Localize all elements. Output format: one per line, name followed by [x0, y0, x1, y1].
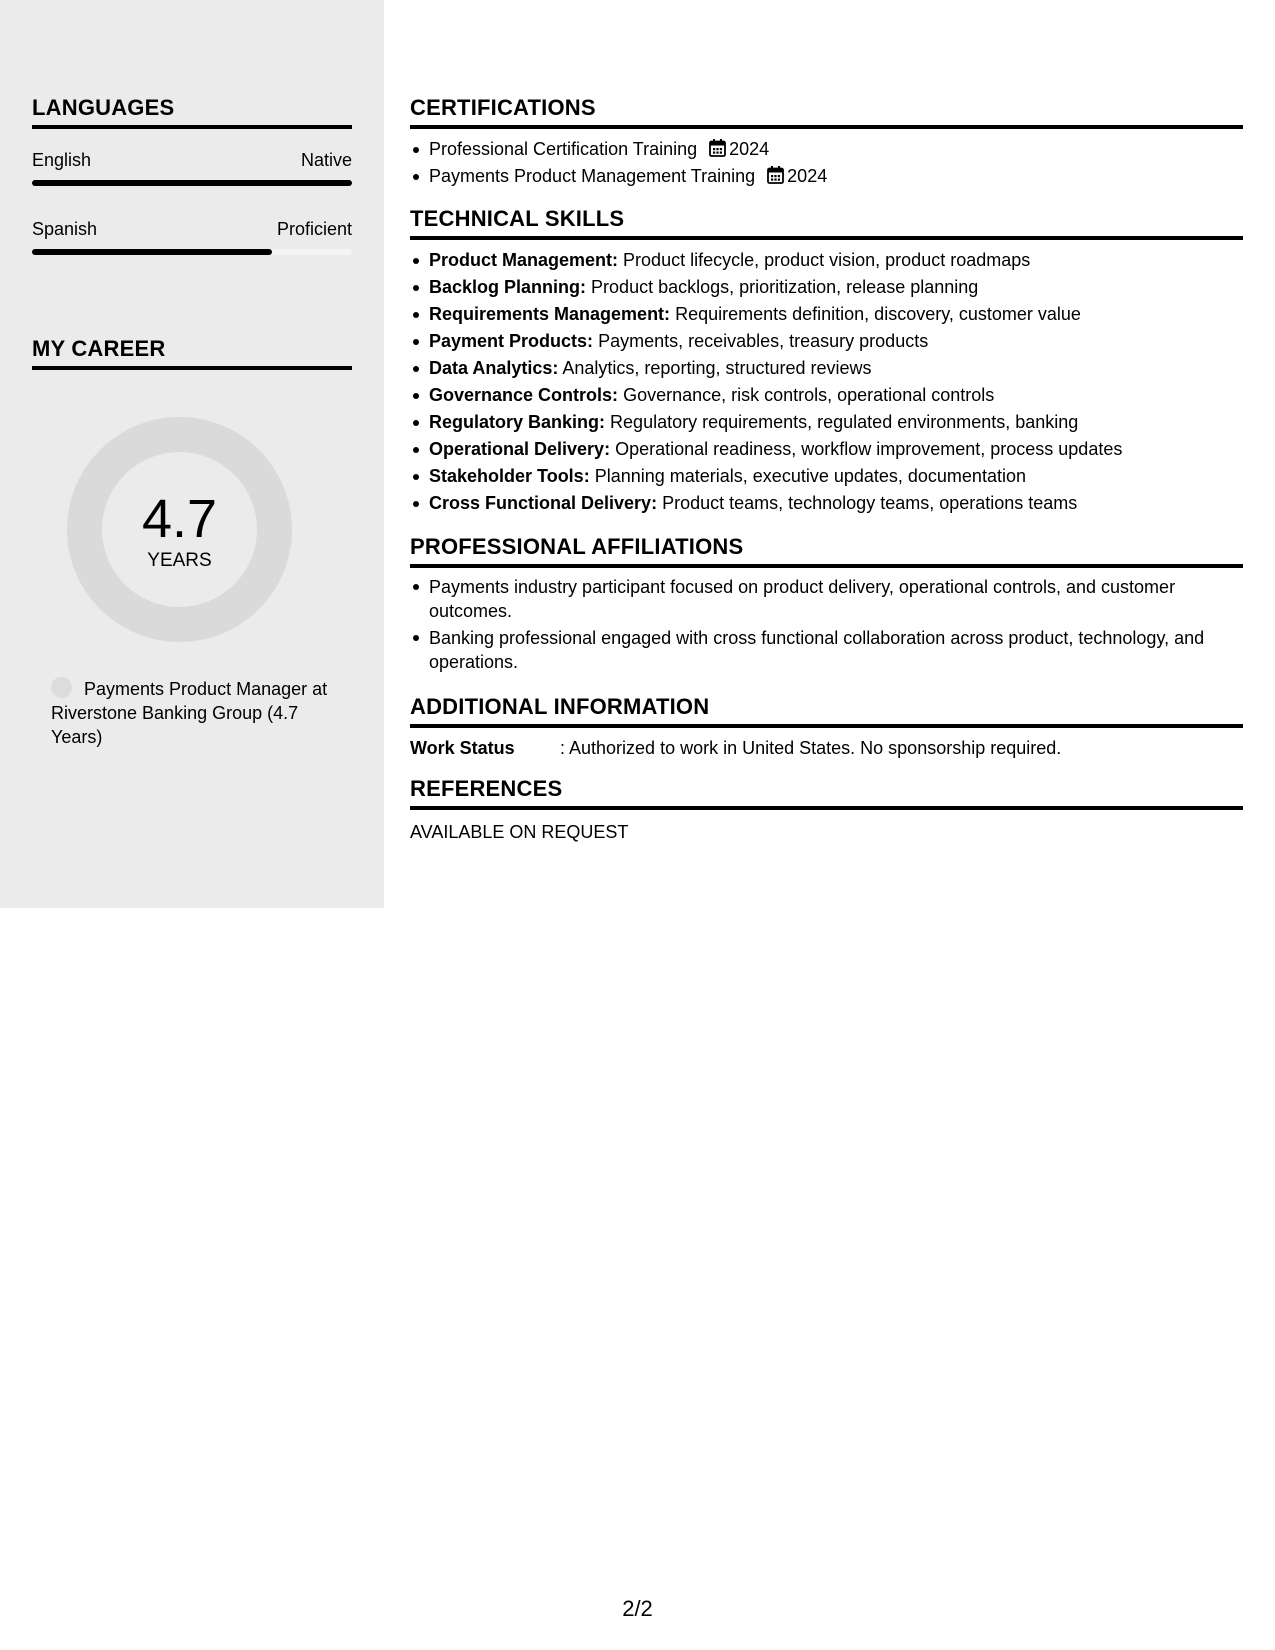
language-proficiency-fill	[32, 249, 272, 255]
skill-label: Governance Controls:	[429, 385, 619, 405]
skill-label: Product Management:	[429, 250, 619, 270]
skill-label: Stakeholder Tools:	[429, 466, 590, 486]
certifications-list	[410, 136, 1243, 190]
skill-item	[410, 355, 1243, 382]
certifications-section	[410, 95, 1243, 190]
language-item-spanish	[32, 218, 352, 255]
references-title: REFERENCES	[410, 776, 563, 801]
language-proficiency-fill	[32, 180, 352, 186]
work-status-key: Work Status	[410, 738, 515, 758]
skill-item	[410, 301, 1243, 328]
page-number: 2/2	[622, 1596, 653, 1621]
language-name: English	[32, 150, 92, 170]
technical-skills-title: TECHNICAL SKILLS	[410, 206, 625, 231]
affiliation-item: Banking professional engaged with cross functional collaboration across product, technology, and operations.	[410, 626, 1243, 674]
affiliations-title: PROFESSIONAL AFFILIATIONS	[410, 534, 744, 559]
skill-item	[410, 463, 1243, 490]
skill-text: Payments, receivables, treasury products	[598, 331, 929, 351]
skill-item	[410, 490, 1243, 517]
career-section	[32, 336, 352, 370]
language-proficiency-bar	[32, 249, 352, 255]
skill-label: Payment Products:	[429, 331, 594, 351]
language-name: Spanish	[32, 219, 98, 239]
certifications-title: CERTIFICATIONS	[410, 95, 596, 120]
career-years-value: 4.7	[141, 489, 218, 549]
skill-text: Governance, risk controls, operational controls	[623, 385, 995, 405]
skill-text: Analytics, reporting, structured reviews	[562, 358, 872, 378]
work-status-value: : Authorized to work in United States. No sponsorship required.	[560, 738, 1062, 758]
skill-label: Data Analytics:	[429, 358, 559, 378]
language-item-english	[32, 149, 352, 186]
skill-item	[410, 247, 1243, 274]
additional-info-section	[410, 694, 1243, 761]
skill-item	[410, 382, 1243, 409]
affiliations-list	[410, 575, 1243, 674]
technical-skills-list	[410, 247, 1243, 517]
certification-name: Professional Certification Training	[429, 139, 698, 159]
certification-item	[410, 163, 1243, 190]
languages-rule	[32, 125, 352, 129]
skill-text: Planning materials, executive updates, documentation	[594, 466, 1026, 486]
certification-year: 2024	[729, 139, 770, 159]
skill-label: Cross Functional Delivery:	[429, 493, 658, 513]
skill-text: Product lifecycle, product vision, product roadmaps	[623, 250, 1031, 270]
certification-name: Payments Product Management Training	[429, 166, 756, 186]
skill-label: Regulatory Banking:	[429, 412, 606, 432]
certification-year: 2024	[787, 166, 828, 186]
language-level: Proficient	[276, 219, 352, 239]
skill-item	[410, 274, 1243, 301]
affiliation-item: Payments industry participant focused on product delivery, operational controls, and customer outcomes.	[410, 575, 1243, 623]
references-text: AVAILABLE ON REQUEST	[410, 822, 629, 842]
career-years-unit: YEARS	[147, 550, 212, 571]
language-proficiency-bar	[32, 180, 352, 186]
skill-text: Requirements definition, discovery, customer value	[675, 304, 1081, 324]
career-legend-dot	[51, 677, 72, 698]
calendar-icon	[767, 166, 784, 184]
technical-skills-rule	[410, 236, 1243, 240]
skill-item	[410, 409, 1243, 436]
references-rule	[410, 806, 1243, 810]
affiliations-section	[410, 534, 1243, 677]
skill-text: Product teams, technology teams, operations teams	[662, 493, 1078, 513]
skill-label: Operational Delivery:	[429, 439, 611, 459]
career-rule	[32, 366, 352, 370]
career-entry	[51, 677, 341, 749]
language-level: Native	[300, 150, 352, 170]
additional-info-rule	[410, 724, 1243, 728]
languages-section	[32, 95, 352, 255]
skill-text: Regulatory requirements, regulated environments, banking	[610, 412, 1079, 432]
sidebar	[0, 0, 384, 908]
skill-text: Operational readiness, workflow improvement, process updates	[615, 439, 1123, 459]
skill-label: Requirements Management:	[429, 304, 671, 324]
career-entry-text: Payments Product Manager at Riverstone Banking Group (4.7 Years)	[51, 679, 328, 747]
work-status-row	[410, 737, 1243, 761]
skill-item	[410, 328, 1243, 355]
skill-item	[410, 436, 1243, 463]
certifications-rule	[410, 125, 1243, 129]
certification-item	[410, 136, 1243, 163]
affiliations-rule	[410, 564, 1243, 568]
references-section	[410, 776, 1243, 843]
technical-skills-section	[410, 206, 1243, 517]
additional-info-title: ADDITIONAL INFORMATION	[410, 694, 710, 719]
skill-label: Backlog Planning:	[429, 277, 587, 297]
career-years-donut	[67, 417, 292, 642]
career-title: MY CAREER	[32, 336, 166, 361]
languages-title: LANGUAGES	[32, 95, 175, 120]
calendar-icon	[709, 139, 726, 157]
skill-text: Product backlogs, prioritization, release planning	[591, 277, 979, 297]
